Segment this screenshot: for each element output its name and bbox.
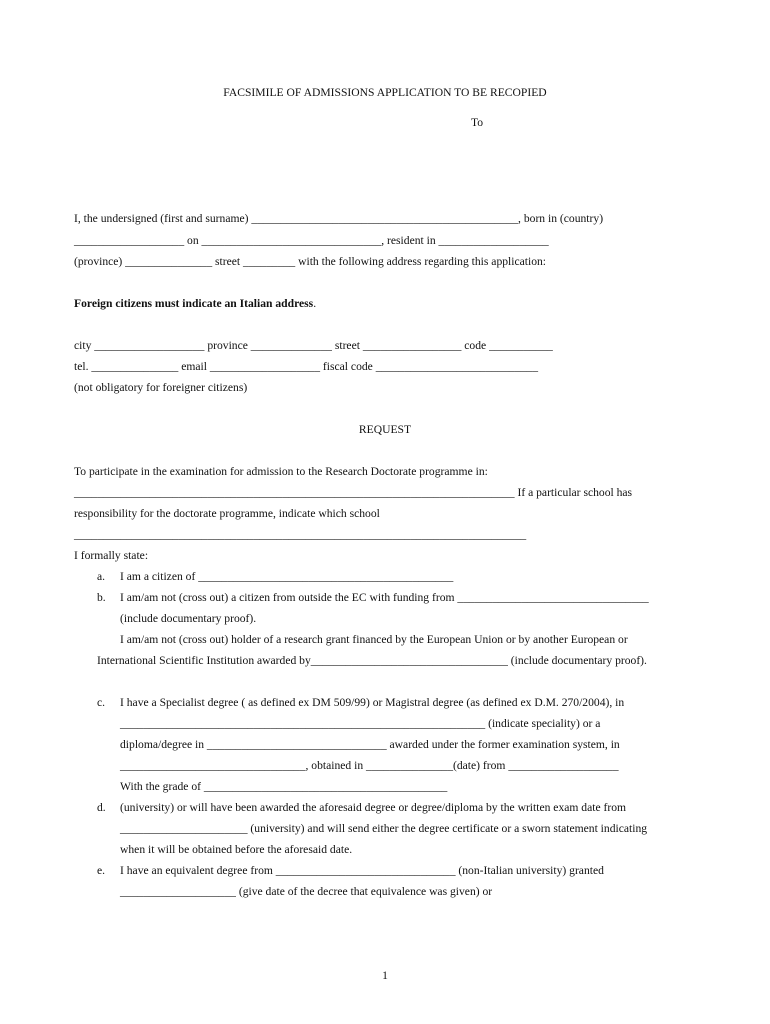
item-d-line-3: when it will be obtained before the aforesaid date.	[120, 843, 353, 856]
item-b-line-1: I am/am not (cross out) a citizen from outside the EC with funding from _________________________________	[120, 591, 649, 604]
item-a-line-1: I am a citizen of ____________________________________________	[120, 570, 454, 583]
item-c-line-4: ________________________________, obtained in _______________(date) from ___________________	[120, 759, 619, 772]
request-heading: REQUEST	[358, 423, 412, 436]
item-c-line-2: _______________________________________________________________ (indicate speciality) or a	[120, 717, 601, 730]
foreign-citizens-notice-end: .	[313, 297, 317, 310]
item-b-line-4: International Scientific Institution awarded by__________________________________ (include documentary proof).	[97, 654, 647, 667]
item-e-line-2: ____________________ (give date of the decree that equivalence was given) or	[120, 885, 493, 898]
request-line-2: ____________________________________________________________________________ If a particular school has	[74, 486, 633, 499]
page-number: 1	[382, 969, 388, 982]
item-d-line-1: (university) or will have been awarded the aforesaid degree or degree/diploma by the written exam date from	[120, 801, 627, 814]
item-e-marker: e.	[97, 864, 106, 877]
item-d-line-2: ______________________ (university) and will send either the degree certificate or a sworn statement indicating	[120, 822, 648, 835]
item-c-marker: c.	[97, 696, 106, 709]
foreign-citizens-notice-bold: Foreign citizens must indicate an Italian address	[74, 297, 314, 310]
personal-line-2: ___________________ on _______________________________, resident in ___________________	[74, 234, 549, 247]
item-e-line-1: I have an equivalent degree from _______________________________ (non-Italian university) granted	[120, 864, 604, 877]
addressee-to: To	[471, 116, 484, 129]
foreign-citizens-notice	[74, 297, 316, 310]
statement-intro: I formally state:	[74, 549, 149, 562]
item-c-line-3: diploma/degree in _______________________________ awarded under the former examination system, in	[120, 738, 620, 751]
address-line-1: city ___________________ province ______________ street _________________ code ___________	[74, 339, 553, 352]
item-c-line-5: With the grade of __________________________________________	[120, 780, 448, 793]
address-line-2: tel. _______________ email ___________________ fiscal code ____________________________	[74, 360, 539, 373]
item-b-line-2: (include documentary proof).	[120, 612, 257, 625]
request-line-3: responsibility for the doctorate programme, indicate which school	[74, 507, 380, 520]
item-a-marker: a.	[97, 570, 106, 583]
item-c-line-1: I have a Specialist degree ( as defined ex DM 509/99) or Magistral degree (as defined ex D.M. 270/2004), in	[120, 696, 625, 709]
item-b-marker: b.	[97, 591, 106, 604]
address-line-3: (not obligatory for foreigner citizens)	[74, 381, 248, 394]
request-line-1: To participate in the examination for admission to the Research Doctorate programme in:	[74, 465, 488, 478]
item-b-line-3: I am/am not (cross out) holder of a research grant financed by the European Union or by another European or	[120, 633, 628, 646]
request-line-4: ______________________________________________________________________________	[74, 528, 527, 541]
personal-line-3: (province) _______________ street _________ with the following address regarding this application:	[74, 255, 547, 268]
personal-line-1: I, the undersigned (first and surname) ______________________________________________, born in (country)	[74, 212, 604, 225]
document-title: FACSIMILE OF ADMISSIONS APPLICATION TO BE RECOPIED	[223, 86, 547, 99]
item-d-marker: d.	[97, 801, 106, 814]
